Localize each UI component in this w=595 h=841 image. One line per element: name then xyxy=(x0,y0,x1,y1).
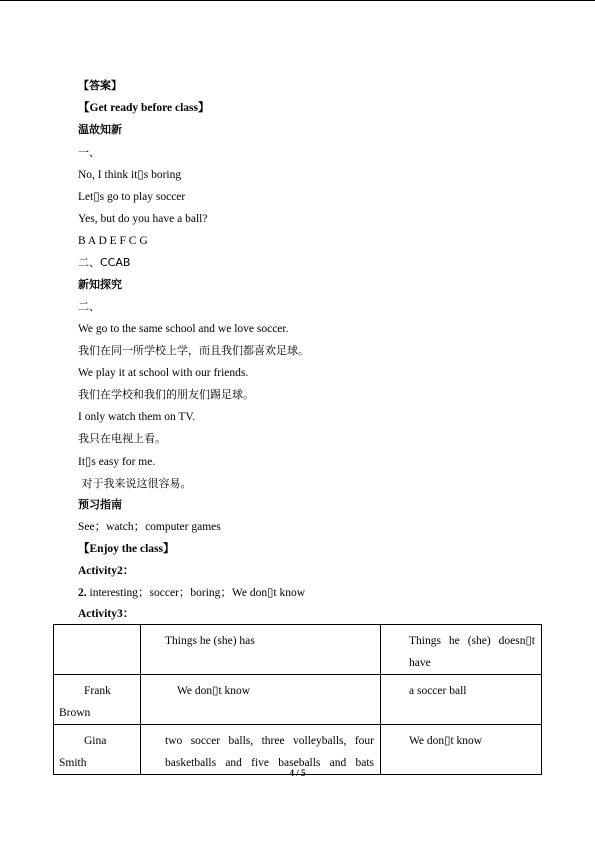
top-rule xyxy=(0,0,595,1)
table-row xyxy=(54,675,542,725)
not-have-cell: We don▯t know xyxy=(381,725,542,775)
chinese-translation: 我只在电视上看。 xyxy=(78,432,166,445)
has-cell: We don▯t know xyxy=(141,675,381,725)
activity3-heading: Activity3： xyxy=(78,608,135,620)
section-get-ready: 【Get ready before class】 xyxy=(78,102,210,114)
person-last-name: Brown xyxy=(59,707,91,719)
activity2-heading: Activity2： xyxy=(78,565,135,577)
section-enjoy-class: 【Enjoy the class】 xyxy=(78,543,175,555)
person-name-cell xyxy=(54,725,141,775)
part-one-label: 一、 xyxy=(78,146,100,159)
table-header-row xyxy=(54,625,542,675)
answer-line: Let▯s go to play soccer xyxy=(78,191,186,203)
chinese-translation: 对于我来说这很容易。 xyxy=(78,477,192,490)
chinese-translation: 我们在学校和我们的朋友们踢足球。 xyxy=(78,388,254,401)
english-sentence: I only watch them on TV. xyxy=(78,411,196,423)
answer-line: No, I think it▯s boring xyxy=(78,169,182,181)
person-first-name: Frank xyxy=(84,685,111,697)
part-two-answer: 二、CCAB xyxy=(78,256,131,269)
review-heading: 温故知新 xyxy=(78,123,122,136)
activity3-table xyxy=(53,624,542,775)
table-header-cell: Things he (she) has xyxy=(141,625,381,675)
table-header-cell xyxy=(54,625,141,675)
english-sentence: It▯s easy for me. xyxy=(78,456,156,468)
new-knowledge-heading: 新知探究 xyxy=(78,278,122,291)
chinese-translation: 我们在同一所学校上学，而且我们都喜欢足球。 xyxy=(78,344,309,357)
preview-answer: See；watch；computer games xyxy=(78,521,221,533)
english-sentence: We go to the same school and we love soccer. xyxy=(78,323,289,335)
english-sentence: We play it at school with our friends. xyxy=(78,367,249,379)
table-header-cell: Things he (she) doesn▯t have xyxy=(381,625,542,675)
answer-line: Yes, but do you have a ball? xyxy=(78,213,208,225)
has-cell: two soccer balls, three volleyballs, four basketballs and five baseballs and bats xyxy=(141,725,381,775)
person-last-name: Smith xyxy=(59,757,87,769)
answer-line: B A D E F C G xyxy=(78,235,148,247)
person-name-cell xyxy=(54,675,141,725)
activity2-number: 2. xyxy=(78,587,87,599)
page-number: 4 / 5 xyxy=(289,768,306,778)
new-knowledge-label: 二、 xyxy=(78,300,100,313)
answer-heading: 【答案】 xyxy=(78,79,122,92)
activity2-text: interesting；soccer；boring；We don▯t know xyxy=(86,587,306,599)
not-have-cell: a soccer ball xyxy=(381,675,542,725)
table-row xyxy=(54,725,542,775)
activity2-answer xyxy=(78,586,305,600)
preview-heading: 预习指南 xyxy=(78,498,122,511)
person-first-name: Gina xyxy=(84,735,107,747)
